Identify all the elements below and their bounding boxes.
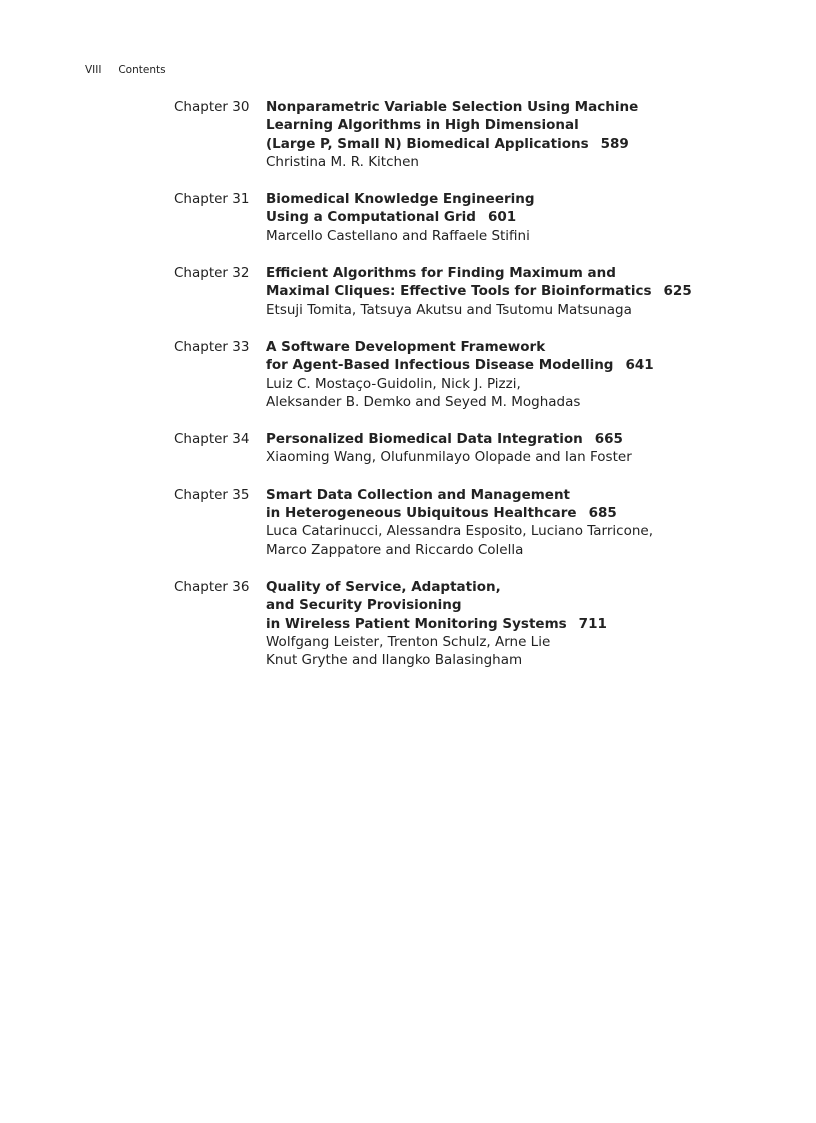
toc-entry[interactable] [174,338,774,411]
chapter-title-line [266,338,774,356]
toc-entry[interactable] [174,264,774,319]
page-number[interactable]: 665 [594,431,623,448]
chapter-label: Chapter 33 [174,338,250,355]
toc-entry[interactable] [174,486,774,559]
chapter-title-line [266,135,774,153]
running-head [85,64,166,76]
chapter-authors: Etsuji Tomita, Tatsuya Akutsu and Tsutomu Matsunaga [266,301,632,318]
chapter-title-text: Biomedical Knowledge Engineering [266,191,535,208]
toc-entry[interactable] [174,98,774,171]
chapter-title-text: (Large P, Small N) Biomedical Applications [266,135,589,152]
entry-body [266,338,774,411]
page-folio: VIII [85,64,102,76]
chapter-authors: Christina M. R. Kitchen [266,153,419,170]
chapter-title-line [266,282,774,300]
chapter-title-line [266,98,774,116]
chapter-title-line [266,578,774,596]
toc-entry[interactable] [174,578,774,669]
toc-entry[interactable] [174,430,774,467]
chapter-title-line [266,504,774,522]
entry-body [266,430,774,467]
table-of-contents [174,98,774,688]
chapter-title-line [266,356,774,374]
chapter-authors: Knut Grythe and Ilangko Balasingham [266,652,523,669]
chapter-title-line [266,430,774,448]
chapter-title-text: in Wireless Patient Monitoring Systems [266,615,567,632]
chapter-title-line [266,208,774,226]
chapter-title-line [266,615,774,633]
chapter-authors: Wolfgang Leister, Trenton Schulz, Arne Lie [266,633,551,650]
chapter-title-line [266,596,774,614]
chapter-authors: Aleksander B. Demko and Seyed M. Moghadas [266,393,581,410]
entry-body [266,190,774,245]
chapter-label: Chapter 35 [174,486,250,503]
chapter-label: Chapter 32 [174,265,250,282]
chapter-authors: Marco Zappatore and Riccardo Colella [266,541,524,558]
page-number[interactable]: 601 [487,209,517,226]
chapter-title-text: and Security Provisioning [266,597,462,614]
chapter-title-line [266,264,774,282]
page-number[interactable]: 589 [600,135,629,152]
chapter-label: Chapter 36 [174,578,250,595]
chapter-label: Chapter 31 [174,191,250,208]
page-number[interactable]: 685 [588,505,617,522]
chapter-title-text: Learning Algorithms in High Dimensional [266,117,579,134]
running-head-label: Contents [118,64,166,76]
chapter-authors: Luca Catarinucci, Alessandra Esposito, Luciano Tarricone, [266,523,653,540]
chapter-title-text: for Agent-Based Infectious Disease Modelling [266,357,614,374]
chapter-authors: Marcello Castellano and Raffaele Stifini [266,227,530,244]
chapter-title-text: Nonparametric Variable Selection Using Machine [266,99,639,115]
entry-body [266,264,774,319]
chapter-authors: Luiz C. Mostaço-Guidolin, Nick J. Pizzi, [266,375,521,392]
chapter-title-text: Smart Data Collection and Management [266,486,571,503]
entry-body [266,578,774,669]
chapter-title-text: Quality of Service, Adaptation, [266,578,501,595]
chapter-title-line [266,190,774,208]
chapter-authors: Xiaoming Wang, Olufunmilayo Olopade and Ian Foster [266,449,632,466]
toc-entry[interactable] [174,190,774,245]
chapter-title-text: Maximal Cliques: Effective Tools for Bioinformatics [266,283,652,300]
chapter-title-text: A Software Development Framework [266,338,546,355]
page-number[interactable]: 711 [578,615,607,632]
chapter-title-text: Personalized Biomedical Data Integration [266,431,583,448]
entry-body [266,98,774,171]
chapter-title-line [266,116,774,134]
chapter-title-text: in Heterogeneous Ubiquitous Healthcare [266,505,577,522]
chapter-label: Chapter 30 [174,99,250,115]
chapter-title-text: Using a Computational Grid [266,209,476,226]
chapter-title-line [266,486,774,504]
page-number[interactable]: 641 [625,357,654,374]
chapter-title-text: Efficient Algorithms for Finding Maximum and [266,265,616,282]
page-number[interactable]: 625 [663,283,692,300]
chapter-label: Chapter 34 [174,431,250,448]
entry-body [266,486,774,559]
